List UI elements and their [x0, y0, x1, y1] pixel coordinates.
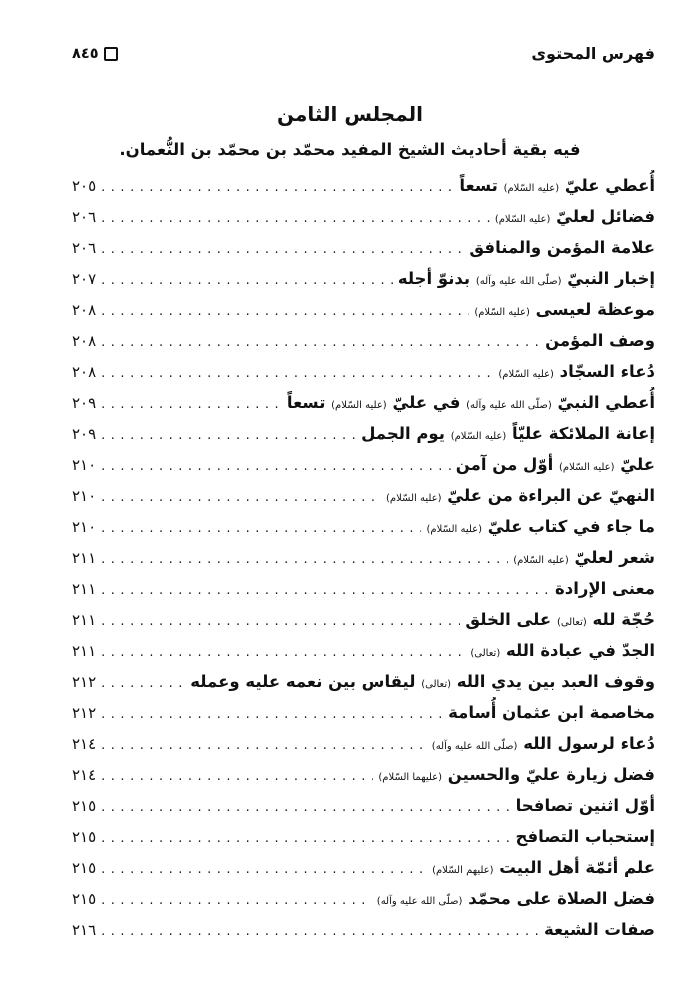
entry-text: فضل الصلاة على محمّد: [462, 889, 655, 908]
toc-entry-title: [377, 883, 655, 914]
honorific-text: (عليه السّلام): [503, 183, 560, 194]
dotted-leader: [101, 172, 454, 201]
entry-text: أُعطي النبيّ: [551, 393, 655, 412]
toc-entry: [72, 573, 655, 604]
dotted-leader: [101, 606, 460, 635]
toc-entry-page: ٢١٠: [72, 518, 97, 536]
toc-entry-title: [474, 294, 655, 325]
toc-entry-page: ٢١١: [72, 642, 97, 660]
entry-text: ما جاء في كتاب عليّ: [482, 517, 655, 536]
toc-entry-page: ٢٠٨: [72, 363, 97, 381]
dotted-leader: [101, 823, 510, 852]
toc-entry-page: ٢١١: [72, 549, 97, 567]
honorific-text: (عليه السّلام): [385, 493, 442, 504]
toc-entry: [72, 697, 655, 728]
toc-entry-page: ٢١٥: [72, 890, 97, 908]
dotted-leader: [101, 203, 490, 232]
toc-entry-title: [378, 759, 655, 790]
honorific-text: (تعالى): [556, 617, 587, 628]
toc-entry-page: ٢٠٦: [72, 208, 97, 226]
toc-entry-page: ٢١٠: [72, 456, 97, 474]
entry-text: موعظة لعيسى: [529, 300, 655, 319]
toc-entry: [72, 418, 655, 449]
toc-entry-title: [287, 387, 655, 418]
toc-entry: [72, 728, 655, 759]
toc-entry: [72, 759, 655, 790]
toc-entry-title: [190, 666, 655, 697]
toc-entry-title: [498, 356, 655, 387]
toc-entry-page: ٢١٥: [72, 828, 97, 846]
entry-text: في عليّ: [386, 393, 467, 412]
entry-text: إستحباب التصافح: [515, 827, 655, 846]
honorific-text: (عليهم السّلام): [432, 865, 494, 876]
dotted-leader: [101, 296, 469, 325]
toc-entry-page: ٢١١: [72, 580, 97, 598]
toc-entry-title: [469, 232, 655, 263]
toc-entry: [72, 294, 655, 325]
toc-entry-title: [432, 728, 655, 759]
dotted-leader: [101, 420, 356, 449]
dotted-leader: [101, 513, 421, 542]
toc-entry: [72, 542, 655, 573]
toc-entry: [72, 666, 655, 697]
dotted-leader: [101, 854, 427, 883]
entry-text: تسعاً: [286, 393, 332, 412]
header-title: فهرس المحتوى: [531, 44, 655, 63]
entry-text: إخبار النبيّ: [561, 269, 655, 288]
entry-text: دُعاء السجّاد: [553, 362, 655, 381]
toc-entry-title: [456, 449, 655, 480]
entry-text: حُجّة لله: [586, 610, 655, 629]
dotted-leader: [101, 792, 510, 821]
toc-entry: [72, 387, 655, 418]
page-number-group: [72, 46, 118, 62]
entry-text: ليقاس بين نعمه عليه وعمله: [190, 672, 422, 691]
entry-text: أوّل اثنين تصافحا: [515, 796, 655, 815]
dotted-leader: [101, 730, 427, 759]
toc-entry-page: ٢١٠: [72, 487, 97, 505]
dotted-leader: [101, 668, 185, 697]
entry-text: تسعاً: [459, 176, 504, 195]
entry-text: فضل زيارة عليّ والحسين: [442, 765, 655, 784]
toc-entry-page: ٢٠٩: [72, 425, 97, 443]
honorific-text: (صلّى الله عليه وآله): [431, 741, 518, 752]
entry-text: شعر لعليّ: [568, 548, 655, 567]
toc-entry-title: [545, 325, 655, 356]
toc-entry: [72, 604, 655, 635]
toc-entry-page: ٢٠٨: [72, 332, 97, 350]
dotted-leader: [101, 451, 451, 480]
entry-text: مخاصمة ابن عثمان أُسامة: [448, 703, 655, 722]
entry-text: النهيّ عن البراءة من عليّ: [441, 486, 655, 505]
toc-entry-title: [361, 418, 655, 449]
dotted-leader: [101, 482, 381, 511]
dotted-leader: [101, 761, 373, 790]
entry-text: معنى الإرادة: [554, 579, 655, 598]
toc-entry: [72, 914, 655, 945]
toc-entry-title: [459, 170, 655, 201]
page-number: ٨٤٥: [72, 45, 99, 62]
toc-entry: [72, 325, 655, 356]
toc-entry: [72, 263, 655, 294]
dotted-leader: [101, 234, 464, 263]
honorific-text: (عليه السّلام): [450, 431, 507, 442]
toc-entry: [72, 635, 655, 666]
toc-entry-title: [555, 573, 655, 604]
entry-text: دُعاء لرسول الله: [517, 734, 655, 753]
toc-entry-title: [470, 635, 655, 666]
section-title: المجلس الثامن: [276, 102, 423, 126]
dotted-leader: [101, 916, 539, 945]
hollow-square-icon: [104, 47, 118, 61]
dotted-leader: [101, 327, 540, 356]
entry-text: علم أئمّة أهل البيت: [493, 858, 655, 877]
honorific-text: (عليه السّلام): [474, 307, 530, 318]
toc-entry-title: [544, 914, 655, 945]
toc-entry: [72, 356, 655, 387]
entry-text: بدنوّ أجله: [397, 269, 476, 288]
toc-entry-page: ٢١٥: [72, 797, 97, 815]
running-header: [72, 44, 655, 63]
toc-entry: [72, 201, 655, 232]
toc-entry-title: [398, 263, 655, 294]
honorific-text: (عليه السّلام): [513, 555, 569, 566]
dotted-leader: [101, 265, 393, 294]
toc-entry-page: ٢١٤: [72, 766, 97, 784]
toc-entry-page: ٢٠٩: [72, 394, 97, 412]
toc-entry-title: [465, 604, 655, 635]
entry-text: وصف المؤمن: [545, 331, 655, 350]
toc-entry-page: ٢١٥: [72, 859, 97, 877]
entry-text: علامة المؤمن والمنافق: [469, 238, 655, 257]
toc-entry-title: [516, 790, 655, 821]
entry-text: على الخلق: [465, 610, 557, 629]
honorific-text: (عليه السّلام): [498, 369, 554, 380]
toc-entry-title: [513, 542, 655, 573]
dotted-leader: [101, 575, 550, 604]
toc-entry-title: [515, 821, 655, 852]
honorific-text: (صلّى الله عليه وآله): [376, 896, 463, 907]
toc-list: [72, 170, 655, 945]
toc-entry-title: [448, 697, 655, 728]
dotted-leader: [101, 699, 443, 728]
honorific-text: (صلّى الله عليه وآله): [475, 276, 562, 287]
honorific-text: (عليه السّلام): [494, 214, 551, 225]
honorific-text: (تعالى): [470, 648, 501, 659]
entry-text: صفات الشيعة: [543, 920, 655, 939]
toc-entry-page: ٢١١: [72, 611, 97, 629]
entry-text: وقوف العبد بين يدي الله: [451, 672, 655, 691]
toc-entry: [72, 170, 655, 201]
entry-text: أُعطي عليّ: [559, 176, 655, 195]
honorific-text: (عليه السّلام): [331, 400, 387, 411]
toc-entry-page: ٢٠٥: [72, 177, 97, 195]
section-subtitle: فيه بقية أحاديث الشيخ المفيد محمّد بن محمّد بن النُّعمان.: [119, 140, 581, 159]
honorific-text: (عليه السّلام): [559, 462, 615, 473]
toc-entry: [72, 821, 655, 852]
honorific-text: (تعالى): [421, 679, 452, 690]
toc-entry: [72, 232, 655, 263]
entry-text: أوّل من آمن: [455, 455, 559, 474]
entry-text: فضائل لعليّ: [550, 207, 655, 226]
dotted-leader: [101, 358, 493, 387]
toc-entry-page: ٢١٢: [72, 704, 97, 722]
dotted-leader: [101, 389, 282, 418]
entry-text: يوم الجمل: [361, 424, 451, 443]
toc-entry: [72, 480, 655, 511]
honorific-text: (عليهما السّلام): [378, 772, 443, 783]
toc-entry: [72, 883, 655, 914]
toc-entry: [72, 852, 655, 883]
toc-entry: [72, 511, 655, 542]
toc-entry-page: ٢٠٨: [72, 301, 97, 319]
toc-entry-title: [432, 852, 655, 883]
dotted-leader: [101, 544, 508, 573]
entry-text: إعانة الملائكة عليّاً: [506, 424, 655, 443]
toc-entry-page: ٢١٢: [72, 673, 97, 691]
entry-text: الجدّ في عبادة الله: [500, 641, 655, 660]
honorific-text: (عليه السّلام): [426, 524, 483, 535]
toc-entry-page: ٢١٤: [72, 735, 97, 753]
toc-entry-page: ٢١٦: [72, 921, 97, 939]
dotted-leader: [101, 885, 372, 914]
toc-entry-title: [386, 480, 655, 511]
honorific-text: (صلّى الله عليه وآله): [466, 400, 552, 411]
entry-text: عليّ: [614, 455, 655, 474]
dotted-leader: [101, 637, 465, 666]
toc-entry-page: ٢٠٧: [72, 270, 97, 288]
toc-entry-page: ٢٠٦: [72, 239, 97, 257]
toc-entry: [72, 790, 655, 821]
toc-entry-title: [426, 511, 655, 542]
toc-entry: [72, 449, 655, 480]
toc-entry-title: [495, 201, 655, 232]
